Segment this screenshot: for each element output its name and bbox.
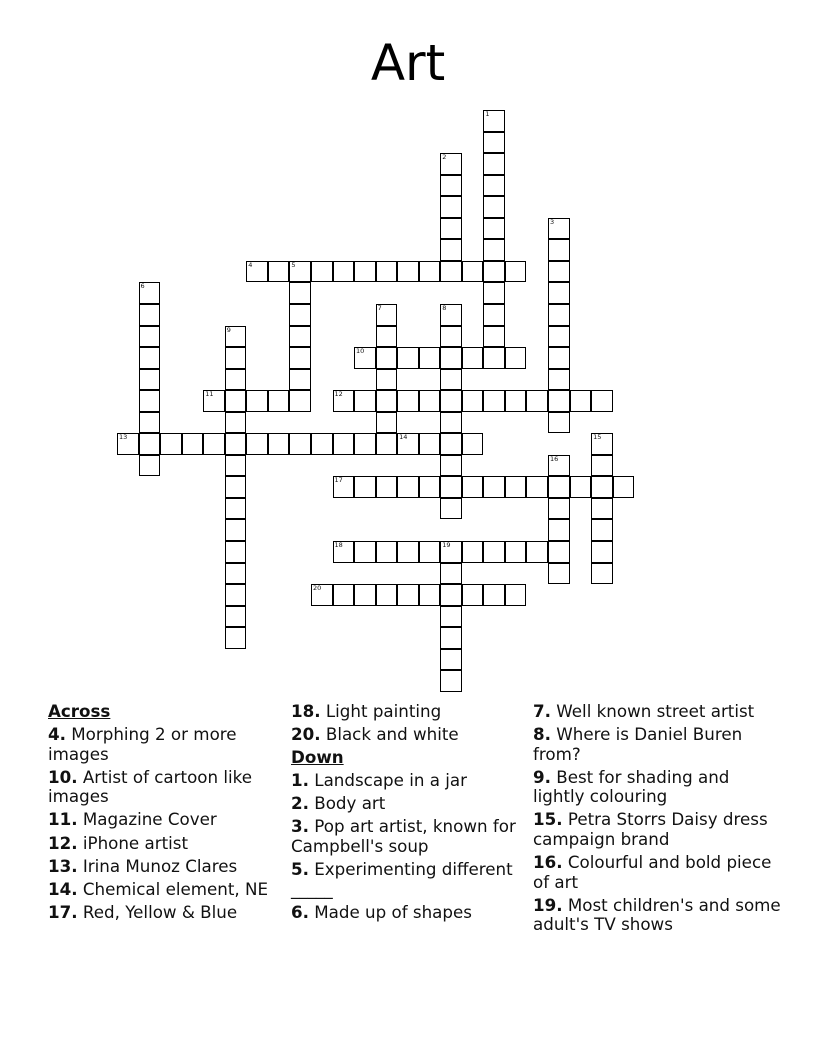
clue-text: Red, Yellow & Blue <box>82 901 238 922</box>
grid-cell[interactable] <box>225 412 247 434</box>
grid-cell[interactable] <box>591 563 613 585</box>
cell-number: 1 <box>485 110 490 118</box>
grid-cell[interactable] <box>333 541 355 563</box>
grid-cell[interactable] <box>160 433 182 455</box>
grid-cell[interactable] <box>419 261 441 283</box>
grid-cell[interactable] <box>483 175 505 197</box>
clue-number: 14. <box>48 878 78 899</box>
cell-number: 6 <box>140 282 145 291</box>
clue-item <box>533 810 783 849</box>
grid-cell[interactable] <box>225 347 247 369</box>
cell-number: 19 <box>442 541 451 549</box>
clue-text: Well known street artist <box>556 701 755 721</box>
grid-cell[interactable] <box>139 433 161 455</box>
clue-text: Black and white <box>325 724 459 745</box>
grid-cell[interactable] <box>440 153 462 175</box>
clue-item <box>48 880 280 900</box>
grid-cell[interactable] <box>548 498 570 520</box>
clue-item <box>291 702 523 722</box>
clue-number: 8. <box>533 724 551 745</box>
clue-text: Body art <box>314 793 386 814</box>
cell-number: 18 <box>334 541 343 549</box>
grid-cell[interactable] <box>289 261 311 283</box>
clue-text: Experimenting different _____ <box>291 859 513 899</box>
grid-cell[interactable] <box>311 433 333 455</box>
clue-text: iPhone artist <box>82 832 189 853</box>
grid-cell[interactable] <box>289 282 311 304</box>
clue-number: 10. <box>48 766 78 787</box>
grid-cell[interactable] <box>440 606 462 628</box>
cell-number: 16 <box>550 454 559 463</box>
grid-cell[interactable] <box>289 433 311 455</box>
clue-item <box>48 810 280 830</box>
grid-cell[interactable] <box>354 261 376 283</box>
grid-cell[interactable] <box>483 326 505 348</box>
clue-number: 1. <box>291 770 309 791</box>
clue-number: 3. <box>291 816 309 837</box>
grid-cell[interactable] <box>440 326 462 348</box>
clue-item <box>48 857 280 877</box>
clue-item <box>48 768 280 807</box>
grid-cell[interactable] <box>333 584 355 606</box>
grid-cell[interactable] <box>462 347 484 369</box>
grid-cell[interactable] <box>526 476 548 498</box>
grid-cell[interactable] <box>548 519 570 541</box>
cell-number: 13 <box>119 433 128 442</box>
clue-text: Made up of shapes <box>314 901 472 922</box>
grid-cell[interactable] <box>570 476 592 498</box>
grid-cell[interactable] <box>440 476 462 498</box>
grid-cell[interactable] <box>419 433 441 455</box>
grid-cell[interactable] <box>225 390 247 412</box>
grid-cell[interactable] <box>268 261 290 283</box>
clue-text: Light painting <box>325 701 442 721</box>
grid-cell[interactable] <box>225 433 247 455</box>
clue-text: Pop art artist, known for Campbell's soup <box>291 816 516 857</box>
grid-cell[interactable] <box>548 347 570 369</box>
grid-cell[interactable] <box>440 649 462 671</box>
grid-cell[interactable] <box>548 218 570 240</box>
grid-cell[interactable] <box>548 541 570 563</box>
grid-cell[interactable] <box>376 261 398 283</box>
grid-cell[interactable] <box>548 304 570 326</box>
grid-cell[interactable] <box>333 476 355 498</box>
grid-cell[interactable] <box>289 347 311 369</box>
grid-cell[interactable] <box>225 455 247 477</box>
grid-cell[interactable] <box>354 541 376 563</box>
grid-cell[interactable] <box>397 476 419 498</box>
grid-cell[interactable] <box>419 390 441 412</box>
grid-cell[interactable] <box>419 541 441 563</box>
clue-text: Morphing 2 or more images <box>48 724 237 764</box>
grid-cell[interactable] <box>354 347 376 369</box>
clue-number: 18. <box>291 701 321 721</box>
grid-cell[interactable] <box>591 519 613 541</box>
grid-cell[interactable] <box>548 412 570 434</box>
grid-cell[interactable] <box>139 347 161 369</box>
cell-number: 7 <box>377 303 382 312</box>
clue-item <box>291 771 523 791</box>
grid-cell[interactable] <box>289 369 311 391</box>
grid-cell[interactable] <box>440 175 462 197</box>
grid-cell[interactable] <box>483 584 505 606</box>
clue-item <box>533 702 783 722</box>
grid-cell[interactable] <box>483 347 505 369</box>
grid-cell[interactable] <box>225 584 247 606</box>
clue-item <box>291 903 523 923</box>
grid-cell[interactable] <box>311 261 333 283</box>
grid-cell[interactable] <box>376 369 398 391</box>
grid-cell[interactable] <box>117 433 139 455</box>
clue-number: 15. <box>533 809 563 830</box>
grid-cell[interactable] <box>289 304 311 326</box>
grid-cell[interactable] <box>462 433 484 455</box>
grid-cell[interactable] <box>483 261 505 283</box>
grid-cell[interactable] <box>376 541 398 563</box>
grid-cell[interactable] <box>548 476 570 498</box>
clue-item <box>291 794 523 814</box>
clue-number: 6. <box>291 901 309 922</box>
grid-cell[interactable] <box>397 347 419 369</box>
grid-cell[interactable] <box>419 347 441 369</box>
grid-cell[interactable] <box>333 261 355 283</box>
clue-text: Chemical element, NE <box>82 878 269 899</box>
cell-number: 10 <box>356 347 365 356</box>
grid-cell[interactable] <box>440 239 462 261</box>
cell-number: 12 <box>334 390 343 399</box>
grid-cell[interactable] <box>483 196 505 218</box>
grid-cell[interactable] <box>419 584 441 606</box>
grid-cell[interactable] <box>354 390 376 412</box>
grid-cell[interactable] <box>440 455 462 477</box>
grid-cell[interactable] <box>139 304 161 326</box>
grid-cell[interactable] <box>462 261 484 283</box>
grid-cell[interactable] <box>548 282 570 304</box>
grid-cell[interactable] <box>440 261 462 283</box>
clue-text: Magazine Cover <box>82 809 217 830</box>
clue-item <box>291 817 523 856</box>
clue-number: 7. <box>533 701 551 721</box>
grid-cell[interactable] <box>526 541 548 563</box>
grid-cell[interactable] <box>139 369 161 391</box>
grid-cell[interactable] <box>203 390 225 412</box>
grid-cell[interactable] <box>526 390 548 412</box>
grid-cell[interactable] <box>333 390 355 412</box>
grid-cell[interactable] <box>268 390 290 412</box>
grid-cell[interactable] <box>613 476 635 498</box>
clue-item <box>48 834 280 854</box>
clue-item <box>291 725 523 745</box>
clue-text: Most children's and some adult's TV shows <box>533 894 781 935</box>
cell-number: 2 <box>442 153 447 162</box>
grid-cell[interactable] <box>440 584 462 606</box>
grid-cell[interactable] <box>483 132 505 154</box>
grid-cell[interactable] <box>139 455 161 477</box>
grid-cell[interactable] <box>376 584 398 606</box>
grid-cell[interactable] <box>225 476 247 498</box>
clue-text: Colourful and bold piece of art <box>533 852 772 892</box>
grid-cell[interactable] <box>591 390 613 412</box>
clue-text: Artist of cartoon like images <box>48 766 252 807</box>
grid-cell[interactable] <box>440 390 462 412</box>
grid-cell[interactable] <box>376 433 398 455</box>
clue-text: Irina Munoz Clares <box>82 855 238 876</box>
clue-text: Best for shading and lightly colouring <box>533 766 730 807</box>
grid-cell[interactable] <box>548 326 570 348</box>
clue-number: 9. <box>533 766 551 787</box>
clue-item <box>533 725 783 764</box>
grid-cell[interactable] <box>440 670 462 692</box>
grid-cell[interactable] <box>397 390 419 412</box>
clue-text: Where is Daniel Buren from? <box>533 724 743 764</box>
grid-cell[interactable] <box>139 326 161 348</box>
cell-number: 3 <box>550 217 555 226</box>
grid-cell[interactable] <box>548 563 570 585</box>
grid-cell[interactable] <box>548 369 570 391</box>
grid-cell[interactable] <box>483 218 505 240</box>
clue-number: 11. <box>48 809 78 830</box>
grid-cell[interactable] <box>570 390 592 412</box>
grid-cell[interactable] <box>483 282 505 304</box>
grid-cell[interactable] <box>548 455 570 477</box>
grid-cell[interactable] <box>397 584 419 606</box>
clue-text: Petra Storrs Daisy dress campaign brand <box>533 809 768 850</box>
grid-cell[interactable] <box>376 476 398 498</box>
grid-cell[interactable] <box>225 369 247 391</box>
grid-cell[interactable] <box>462 584 484 606</box>
grid-cell[interactable] <box>462 476 484 498</box>
grid-cell[interactable] <box>483 304 505 326</box>
grid-cell[interactable] <box>246 390 268 412</box>
clue-number: 13. <box>48 855 78 876</box>
grid-cell[interactable] <box>483 541 505 563</box>
clue-column-3 <box>533 702 783 939</box>
grid-cell[interactable] <box>483 390 505 412</box>
grid-cell[interactable] <box>354 584 376 606</box>
grid-cell[interactable] <box>354 476 376 498</box>
grid-cell[interactable] <box>376 390 398 412</box>
cell-number: 8 <box>442 303 447 312</box>
grid-cell[interactable] <box>225 498 247 520</box>
cell-number: 5 <box>291 260 296 269</box>
grid-cell[interactable] <box>462 390 484 412</box>
grid-cell[interactable] <box>483 476 505 498</box>
grid-cell[interactable] <box>548 239 570 261</box>
grid-cell[interactable] <box>376 347 398 369</box>
grid-cell[interactable] <box>505 261 527 283</box>
clue-number: 12. <box>48 832 78 853</box>
cell-number: 11 <box>205 390 214 399</box>
grid-cell[interactable] <box>505 347 527 369</box>
grid-cell[interactable] <box>483 153 505 175</box>
cell-number: 9 <box>226 325 231 334</box>
grid-cell[interactable] <box>139 282 161 304</box>
grid-cell[interactable] <box>440 369 462 391</box>
grid-cell[interactable] <box>139 390 161 412</box>
grid-cell[interactable] <box>376 412 398 434</box>
cell-number: 14 <box>399 433 408 442</box>
clue-column-1 <box>48 702 280 926</box>
grid-cell[interactable] <box>182 433 204 455</box>
grid-cell[interactable] <box>440 218 462 240</box>
grid-cell[interactable] <box>591 455 613 477</box>
grid-cell[interactable] <box>483 239 505 261</box>
cell-number: 20 <box>312 584 322 593</box>
grid-cell[interactable] <box>311 584 333 606</box>
across-header: Across <box>48 701 111 721</box>
clue-number: 5. <box>291 859 309 880</box>
grid-cell[interactable] <box>333 433 355 455</box>
clue-number: 4. <box>48 724 66 745</box>
clue-number: 16. <box>533 852 563 873</box>
grid-cell[interactable] <box>591 541 613 563</box>
grid-cell[interactable] <box>268 433 290 455</box>
grid-cell[interactable] <box>505 541 527 563</box>
grid-cell[interactable] <box>548 390 570 412</box>
cell-number: 15 <box>593 433 602 442</box>
grid-cell[interactable] <box>289 326 311 348</box>
grid-cell[interactable] <box>225 563 247 585</box>
grid-cell[interactable] <box>397 433 419 455</box>
grid-cell[interactable] <box>376 326 398 348</box>
grid-cell[interactable] <box>440 196 462 218</box>
grid-cell[interactable] <box>376 304 398 326</box>
clue-number: 17. <box>48 901 78 922</box>
clue-text: Landscape in a jar <box>314 770 467 791</box>
grid-cell[interactable] <box>225 541 247 563</box>
grid-cell[interactable] <box>483 110 505 132</box>
grid-cell[interactable] <box>591 498 613 520</box>
grid-cell[interactable] <box>505 584 527 606</box>
grid-cell[interactable] <box>225 519 247 541</box>
grid-cell[interactable] <box>397 541 419 563</box>
grid-cell[interactable] <box>225 326 247 348</box>
cell-number: 17 <box>334 476 343 485</box>
grid-cell[interactable] <box>225 606 247 628</box>
clue-column-2 <box>291 702 523 926</box>
grid-cell[interactable] <box>203 433 225 455</box>
grid-cell[interactable] <box>354 433 376 455</box>
grid-cell[interactable] <box>505 390 527 412</box>
puzzle-title: Art <box>370 34 446 92</box>
grid-cell[interactable] <box>246 261 268 283</box>
clue-item <box>291 860 523 899</box>
cell-number: 4 <box>248 260 253 269</box>
grid-cell[interactable] <box>591 433 613 455</box>
clue-item <box>533 853 783 892</box>
grid-cell[interactable] <box>591 476 613 498</box>
grid-cell[interactable] <box>440 541 462 563</box>
grid-cell[interactable] <box>225 627 247 649</box>
grid-cell[interactable] <box>440 347 462 369</box>
clue-item <box>48 903 280 923</box>
grid-cell[interactable] <box>440 304 462 326</box>
grid-cell[interactable] <box>548 261 570 283</box>
clue-number: 2. <box>291 793 309 814</box>
grid-cell[interactable] <box>246 433 268 455</box>
grid-cell[interactable] <box>289 390 311 412</box>
grid-cell[interactable] <box>419 476 441 498</box>
grid-cell[interactable] <box>440 412 462 434</box>
clue-number: 19. <box>533 894 563 915</box>
grid-cell[interactable] <box>505 476 527 498</box>
clue-number: 20. <box>291 724 321 745</box>
grid-cell[interactable] <box>440 433 462 455</box>
clue-item <box>48 725 280 764</box>
grid-cell[interactable] <box>440 627 462 649</box>
grid-cell[interactable] <box>139 412 161 434</box>
down-header: Down <box>291 747 344 768</box>
clue-item <box>533 768 783 807</box>
grid-cell[interactable] <box>440 563 462 585</box>
clue-item <box>533 896 783 935</box>
grid-cell[interactable] <box>462 541 484 563</box>
grid-cell[interactable] <box>440 498 462 520</box>
grid-cell[interactable] <box>397 261 419 283</box>
